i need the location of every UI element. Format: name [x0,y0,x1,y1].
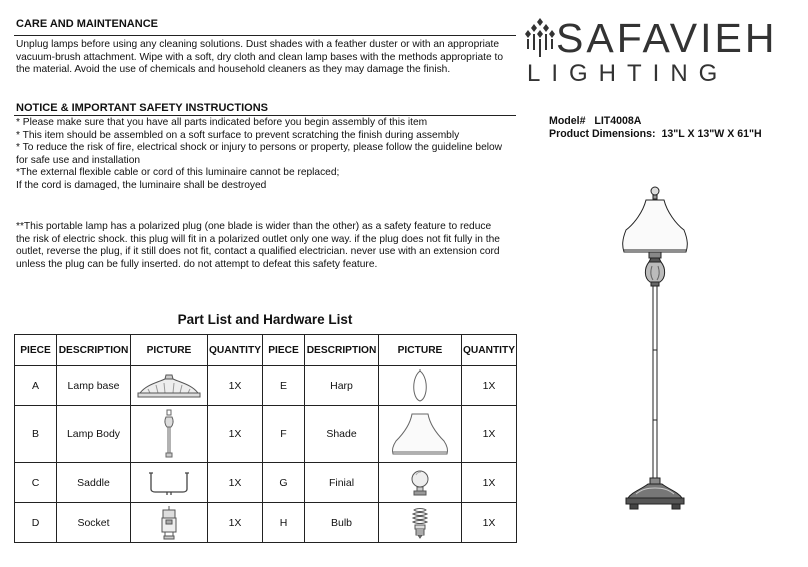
bulb-icon [379,506,461,540]
harp-icon [379,369,461,403]
plug-line: the risk of electric shock. this plug will fit in a polarized outlet only one way. if the plug does not fit fully in the [16,233,500,245]
piece-cell: E [263,366,305,406]
parts-table [14,334,517,543]
saddle-icon [131,471,207,495]
safety-line: for safe use and installation [16,154,141,166]
care-line: vacuum-brush attachment. Wipe with a soft, dry cloth and clean lamp bases with the methods appropriate to [16,51,503,63]
safety-line: *The external flexible cable or cord of this luminaire cannot be replaced; [16,167,340,178]
header-description: DESCRIPTION [305,335,379,366]
picture-cell [131,366,208,406]
care-title: CARE AND MAINTENANCE [16,18,158,30]
dims-line [549,128,762,140]
piece-cell: B [15,406,57,463]
piece-cell: G [263,463,305,503]
dims-value: 13"L X 13"W X 61"H [661,128,762,140]
care-divider [14,35,516,36]
safety-text [16,117,516,192]
description-cell: Harp [305,366,379,406]
table-row [15,503,517,543]
table-row [15,406,517,463]
model-line [549,115,641,127]
table-row [15,366,517,406]
header-picture: PICTURE [379,335,462,366]
finial-icon [379,468,461,498]
picture-cell [379,366,462,406]
plug-line: **This portable lamp has a polarized plug (one blade is wider than the other) as a safety feature to reduce [16,221,492,232]
picture-cell [131,406,208,463]
dims-label: Product Dimensions: [549,128,656,140]
picture-cell [131,463,208,503]
safety-line: * To reduce the risk of fire, electrical shock or injury to persons or property, please follow the guideline below [16,142,503,153]
socket-icon [131,506,207,540]
safety-line: * This item should be assembled on a soft surface to prevent scratching the finish during assembly [16,129,460,141]
quantity-cell: 1X [208,406,263,463]
piece-cell: C [15,463,57,503]
chandelier-logo-icon [522,18,558,58]
lamp-body-icon [131,409,207,459]
description-cell: Lamp base [57,366,131,406]
model-value: LIT4008A [594,115,642,127]
care-text [16,39,516,77]
piece-cell: H [263,503,305,543]
plug-notice [16,221,516,271]
header-piece: PIECE [263,335,305,366]
picture-cell [379,463,462,503]
plug-line: outlet, reverse the plug, if it still does not fit, contact a qualified electrician. never use with an extension cord [16,246,500,257]
floor-lamp-illustration [612,182,698,518]
quantity-cell: 1X [208,366,263,406]
table-row [15,463,517,503]
description-cell: Saddle [57,463,131,503]
header-quantity: QUANTITY [462,335,517,366]
safety-divider [14,115,516,116]
picture-cell [379,503,462,543]
safety-title: NOTICE & IMPORTANT SAFETY INSTRUCTIONS [16,102,268,114]
shade-icon [379,411,461,457]
care-line: Unplug lamps before using any cleaning solutions. Dust shades with a feather duster or with an appropriate [16,39,500,50]
parts-title: Part List and Hardware List [177,312,353,327]
description-cell: Finial [305,463,379,503]
quantity-cell: 1X [462,463,517,503]
brand-name: SAFAVIEH [556,15,778,61]
quantity-cell: 1X [208,503,263,543]
care-line: the material. Avoid the use of chemicals and household cleaners as they may damage the finish. [16,64,451,75]
header-piece: PIECE [15,335,57,366]
table-header-row [15,335,517,366]
piece-cell: D [15,503,57,543]
safety-line: * Please make sure that you have all parts indicated before you begin assembly of this item [16,117,428,128]
quantity-cell: 1X [208,463,263,503]
piece-cell: F [263,406,305,463]
description-cell: Socket [57,503,131,543]
picture-cell [379,406,462,463]
piece-cell: A [15,366,57,406]
header-quantity: QUANTITY [208,335,263,366]
model-label: Model# [549,115,586,127]
header-picture: PICTURE [131,335,208,366]
picture-cell [131,503,208,543]
description-cell: Shade [305,406,379,463]
description-cell: Bulb [305,503,379,543]
header-description: DESCRIPTION [57,335,131,366]
quantity-cell: 1X [462,406,517,463]
lamp-base-icon [131,371,207,401]
quantity-cell: 1X [462,366,517,406]
description-cell: Lamp Body [57,406,131,463]
quantity-cell: 1X [462,503,517,543]
brand-sub: LIGHTING [527,60,729,87]
safety-line: If the cord is damaged, the luminaire shall be destroyed [16,179,267,191]
plug-line: unless the plug can be fully inserted. do not attempt to defeat this safety feature. [16,258,378,270]
